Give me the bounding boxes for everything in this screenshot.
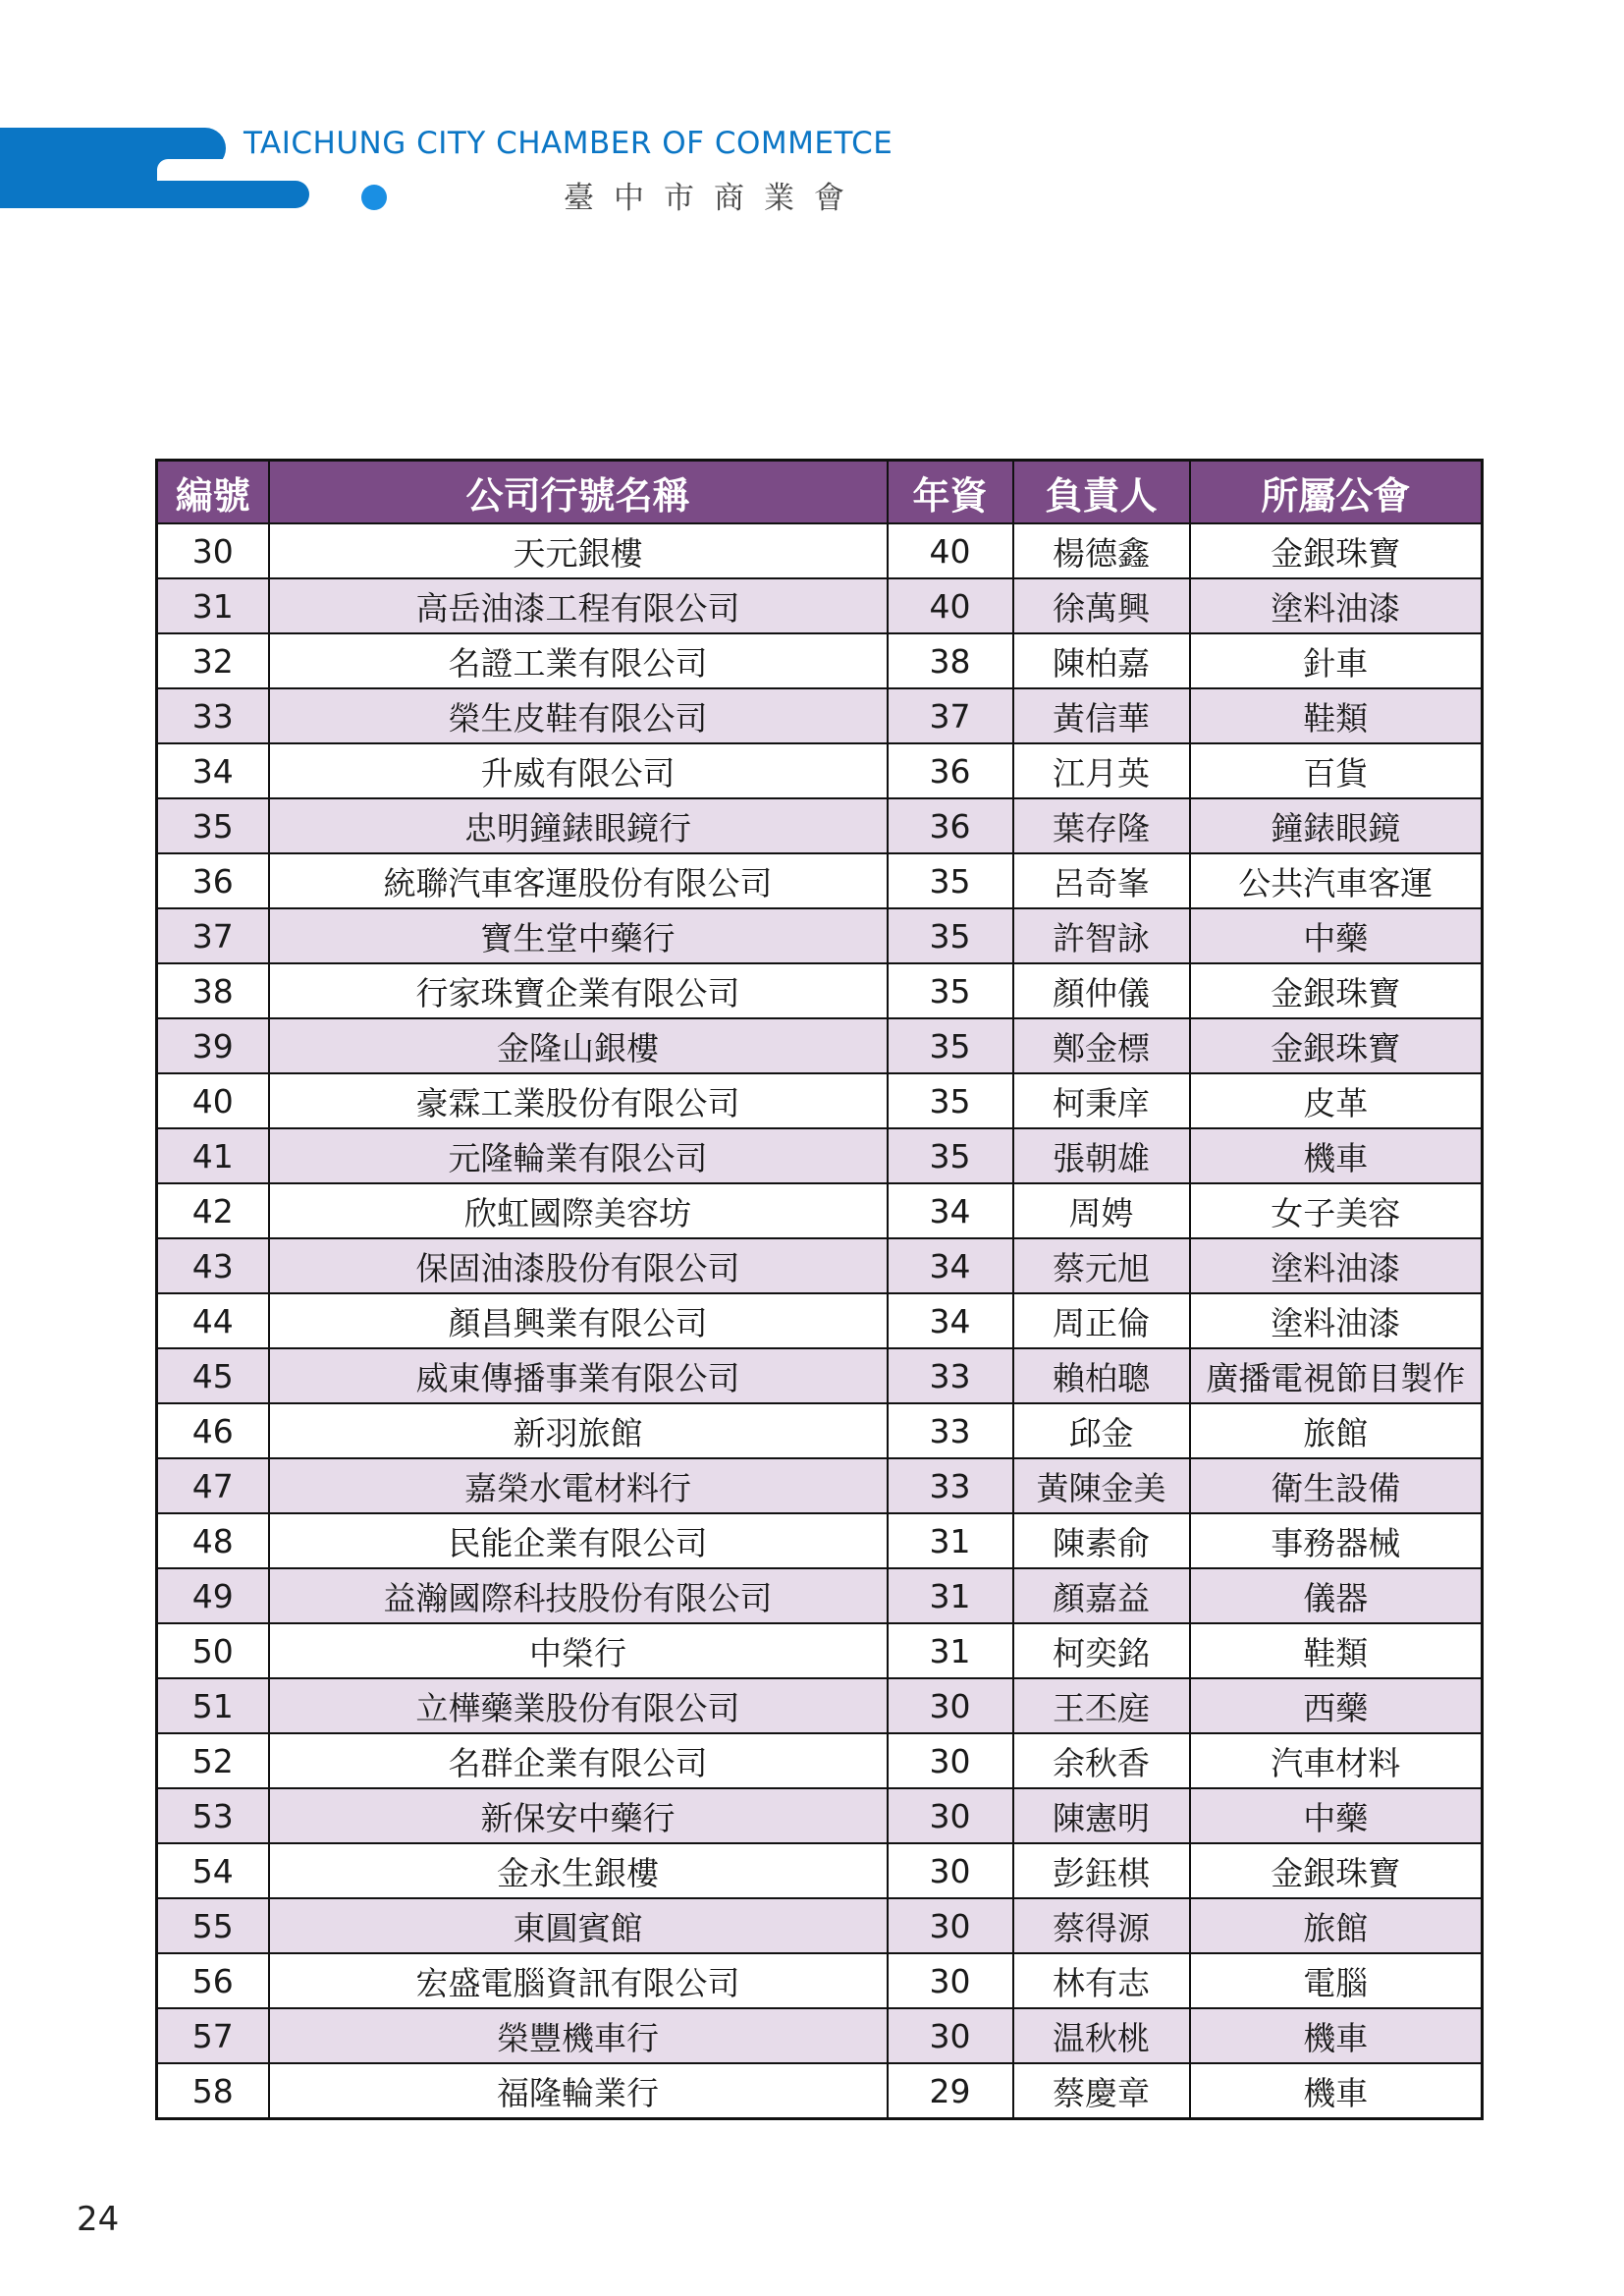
cell-owner: 楊德鑫	[1013, 523, 1190, 578]
table-row	[157, 688, 1483, 743]
cell-number: 52	[157, 1733, 269, 1788]
cell-company-name: 行家珠寶企業有限公司	[269, 963, 888, 1018]
header-years: 年資	[888, 461, 1013, 524]
cell-years: 35	[888, 1128, 1013, 1183]
header-owner: 負責人	[1013, 461, 1190, 524]
table-row	[157, 1953, 1483, 2008]
cell-number: 31	[157, 578, 269, 633]
cell-association: 鐘錶眼鏡	[1190, 798, 1483, 853]
cell-owner: 葉存隆	[1013, 798, 1190, 853]
table-row	[157, 853, 1483, 908]
cell-number: 39	[157, 1018, 269, 1073]
cell-company-name: 金永生銀樓	[269, 1843, 888, 1898]
cell-years: 35	[888, 853, 1013, 908]
cell-years: 35	[888, 963, 1013, 1018]
cell-company-name: 寶生堂中藥行	[269, 908, 888, 963]
table-row	[157, 1018, 1483, 1073]
cell-owner: 彭鈺棋	[1013, 1843, 1190, 1898]
table-row	[157, 743, 1483, 798]
table-row	[157, 1843, 1483, 1898]
table-row	[157, 2008, 1483, 2063]
org-name-chinese: 臺中市商業會	[564, 181, 864, 216]
cell-years: 34	[888, 1293, 1013, 1348]
table-row	[157, 908, 1483, 963]
cell-number: 54	[157, 1843, 269, 1898]
org-name-english: TAICHUNG CITY CHAMBER OF COMMETCE	[244, 126, 893, 161]
cell-number: 48	[157, 1513, 269, 1568]
cell-years: 30	[888, 1953, 1013, 2008]
table-row	[157, 1238, 1483, 1293]
cell-owner: 周娉	[1013, 1183, 1190, 1238]
table-row	[157, 1183, 1483, 1238]
cell-years: 31	[888, 1568, 1013, 1623]
cell-number: 40	[157, 1073, 269, 1128]
table-row	[157, 963, 1483, 1018]
cell-company-name: 名證工業有限公司	[269, 633, 888, 688]
cell-association: 鞋類	[1190, 1623, 1483, 1678]
cell-number: 44	[157, 1293, 269, 1348]
cell-company-name: 欣虹國際美容坊	[269, 1183, 888, 1238]
logo-dot	[361, 185, 387, 210]
cell-number: 56	[157, 1953, 269, 2008]
cell-association: 旅館	[1190, 1898, 1483, 1953]
cell-years: 33	[888, 1458, 1013, 1513]
cell-number: 36	[157, 853, 269, 908]
cell-company-name: 中榮行	[269, 1623, 888, 1678]
cell-years: 40	[888, 578, 1013, 633]
cell-owner: 張朝雄	[1013, 1128, 1190, 1183]
cell-owner: 黃陳金美	[1013, 1458, 1190, 1513]
cell-association: 廣播電視節目製作	[1190, 1348, 1483, 1403]
cell-number: 37	[157, 908, 269, 963]
table-row	[157, 2063, 1483, 2119]
cell-association: 中藥	[1190, 1788, 1483, 1843]
cell-years: 34	[888, 1183, 1013, 1238]
cell-association: 事務器械	[1190, 1513, 1483, 1568]
cell-years: 30	[888, 2008, 1013, 2063]
cell-years: 30	[888, 1843, 1013, 1898]
logo-band-notch	[157, 159, 226, 181]
cell-number: 35	[157, 798, 269, 853]
cell-association: 金銀珠寶	[1190, 963, 1483, 1018]
cell-association: 鞋類	[1190, 688, 1483, 743]
cell-number: 58	[157, 2063, 269, 2119]
cell-number: 55	[157, 1898, 269, 1953]
table-row	[157, 1128, 1483, 1183]
cell-owner: 黃信華	[1013, 688, 1190, 743]
cell-company-name: 嘉榮水電材料行	[269, 1458, 888, 1513]
cell-company-name: 新保安中藥行	[269, 1788, 888, 1843]
cell-association: 機車	[1190, 1128, 1483, 1183]
cell-number: 38	[157, 963, 269, 1018]
table-row	[157, 1678, 1483, 1733]
cell-years: 36	[888, 798, 1013, 853]
logo-band-tail	[157, 181, 309, 208]
cell-owner: 許智詠	[1013, 908, 1190, 963]
cell-company-name: 顏昌興業有限公司	[269, 1293, 888, 1348]
cell-years: 30	[888, 1678, 1013, 1733]
cell-years: 30	[888, 1788, 1013, 1843]
header-number: 編號	[157, 461, 269, 524]
table-row	[157, 578, 1483, 633]
cell-owner: 蔡得源	[1013, 1898, 1190, 1953]
cell-association: 塗料油漆	[1190, 1293, 1483, 1348]
cell-years: 33	[888, 1403, 1013, 1458]
cell-company-name: 新羽旅館	[269, 1403, 888, 1458]
cell-association: 電腦	[1190, 1953, 1483, 2008]
table-header-row	[157, 461, 1483, 524]
cell-association: 機車	[1190, 2063, 1483, 2119]
cell-company-name: 天元銀樓	[269, 523, 888, 578]
cell-owner: 鄭金標	[1013, 1018, 1190, 1073]
table-row	[157, 523, 1483, 578]
table-row	[157, 1898, 1483, 1953]
page-number: 24	[77, 2200, 120, 2239]
cell-owner: 周正倫	[1013, 1293, 1190, 1348]
cell-number: 33	[157, 688, 269, 743]
cell-company-name: 統聯汽車客運股份有限公司	[269, 853, 888, 908]
cell-association: 旅館	[1190, 1403, 1483, 1458]
cell-number: 53	[157, 1788, 269, 1843]
table-row	[157, 1623, 1483, 1678]
cell-years: 30	[888, 1733, 1013, 1788]
cell-number: 41	[157, 1128, 269, 1183]
cell-years: 30	[888, 1898, 1013, 1953]
cell-company-name: 榮生皮鞋有限公司	[269, 688, 888, 743]
cell-number: 43	[157, 1238, 269, 1293]
cell-association: 塗料油漆	[1190, 1238, 1483, 1293]
table-row	[157, 1348, 1483, 1403]
cell-association: 針車	[1190, 633, 1483, 688]
cell-owner: 賴柏聰	[1013, 1348, 1190, 1403]
cell-owner: 陳素俞	[1013, 1513, 1190, 1568]
cell-number: 30	[157, 523, 269, 578]
cell-years: 31	[888, 1513, 1013, 1568]
cell-owner: 顏仲儀	[1013, 963, 1190, 1018]
cell-years: 36	[888, 743, 1013, 798]
cell-association: 中藥	[1190, 908, 1483, 963]
cell-owner: 林有志	[1013, 1953, 1190, 2008]
cell-years: 38	[888, 633, 1013, 688]
cell-association: 金銀珠寶	[1190, 1843, 1483, 1898]
table-row	[157, 1733, 1483, 1788]
cell-number: 51	[157, 1678, 269, 1733]
cell-owner: 王丕庭	[1013, 1678, 1190, 1733]
cell-years: 35	[888, 1018, 1013, 1073]
cell-owner: 顏嘉益	[1013, 1568, 1190, 1623]
logo-band-lower	[0, 169, 157, 208]
cell-company-name: 東圓賓館	[269, 1898, 888, 1953]
cell-association: 西藥	[1190, 1678, 1483, 1733]
cell-number: 46	[157, 1403, 269, 1458]
cell-number: 42	[157, 1183, 269, 1238]
cell-owner: 呂奇峯	[1013, 853, 1190, 908]
cell-company-name: 元隆輪業有限公司	[269, 1128, 888, 1183]
cell-company-name: 升威有限公司	[269, 743, 888, 798]
cell-association: 汽車材料	[1190, 1733, 1483, 1788]
cell-years: 37	[888, 688, 1013, 743]
cell-years: 35	[888, 908, 1013, 963]
cell-owner: 陳憲明	[1013, 1788, 1190, 1843]
cell-company-name: 豪霖工業股份有限公司	[269, 1073, 888, 1128]
cell-years: 33	[888, 1348, 1013, 1403]
cell-company-name: 福隆輪業行	[269, 2063, 888, 2119]
cell-owner: 邱金	[1013, 1403, 1190, 1458]
cell-number: 34	[157, 743, 269, 798]
cell-association: 百貨	[1190, 743, 1483, 798]
cell-number: 50	[157, 1623, 269, 1678]
table-row	[157, 1513, 1483, 1568]
table-row	[157, 633, 1483, 688]
cell-company-name: 金隆山銀樓	[269, 1018, 888, 1073]
cell-association: 塗料油漆	[1190, 578, 1483, 633]
cell-owner: 陳柏嘉	[1013, 633, 1190, 688]
cell-company-name: 威東傳播事業有限公司	[269, 1348, 888, 1403]
cell-company-name: 民能企業有限公司	[269, 1513, 888, 1568]
cell-company-name: 榮豐機車行	[269, 2008, 888, 2063]
cell-company-name: 高岳油漆工程有限公司	[269, 578, 888, 633]
cell-owner: 蔡元旭	[1013, 1238, 1190, 1293]
cell-association: 金銀珠寶	[1190, 1018, 1483, 1073]
cell-owner: 蔡慶章	[1013, 2063, 1190, 2119]
cell-years: 40	[888, 523, 1013, 578]
table-row	[157, 798, 1483, 853]
table-row	[157, 1403, 1483, 1458]
cell-owner: 温秋桃	[1013, 2008, 1190, 2063]
table-row	[157, 1788, 1483, 1843]
cell-number: 57	[157, 2008, 269, 2063]
cell-years: 29	[888, 2063, 1013, 2119]
cell-owner: 余秋香	[1013, 1733, 1190, 1788]
table-row	[157, 1568, 1483, 1623]
cell-number: 45	[157, 1348, 269, 1403]
cell-association: 公共汽車客運	[1190, 853, 1483, 908]
cell-company-name: 名群企業有限公司	[269, 1733, 888, 1788]
table-row	[157, 1073, 1483, 1128]
cell-years: 35	[888, 1073, 1013, 1128]
cell-association: 衛生設備	[1190, 1458, 1483, 1513]
cell-association: 機車	[1190, 2008, 1483, 2063]
table-row	[157, 1293, 1483, 1348]
cell-number: 49	[157, 1568, 269, 1623]
cell-company-name: 立樺藥業股份有限公司	[269, 1678, 888, 1733]
header-company-name: 公司行號名稱	[269, 461, 888, 524]
member-table	[155, 459, 1484, 2120]
cell-owner: 柯秉庠	[1013, 1073, 1190, 1128]
cell-company-name: 忠明鐘錶眼鏡行	[269, 798, 888, 853]
cell-association: 女子美容	[1190, 1183, 1483, 1238]
cell-number: 32	[157, 633, 269, 688]
cell-number: 47	[157, 1458, 269, 1513]
header-association: 所屬公會	[1190, 461, 1483, 524]
table-body	[157, 523, 1483, 2119]
cell-association: 皮革	[1190, 1073, 1483, 1128]
cell-company-name: 宏盛電腦資訊有限公司	[269, 1953, 888, 2008]
cell-company-name: 益瀚國際科技股份有限公司	[269, 1568, 888, 1623]
cell-owner: 柯奕銘	[1013, 1623, 1190, 1678]
cell-years: 31	[888, 1623, 1013, 1678]
cell-company-name: 保固油漆股份有限公司	[269, 1238, 888, 1293]
cell-years: 34	[888, 1238, 1013, 1293]
cell-owner: 徐萬興	[1013, 578, 1190, 633]
cell-owner: 江月英	[1013, 743, 1190, 798]
cell-association: 金銀珠寶	[1190, 523, 1483, 578]
table-row	[157, 1458, 1483, 1513]
cell-association: 儀器	[1190, 1568, 1483, 1623]
